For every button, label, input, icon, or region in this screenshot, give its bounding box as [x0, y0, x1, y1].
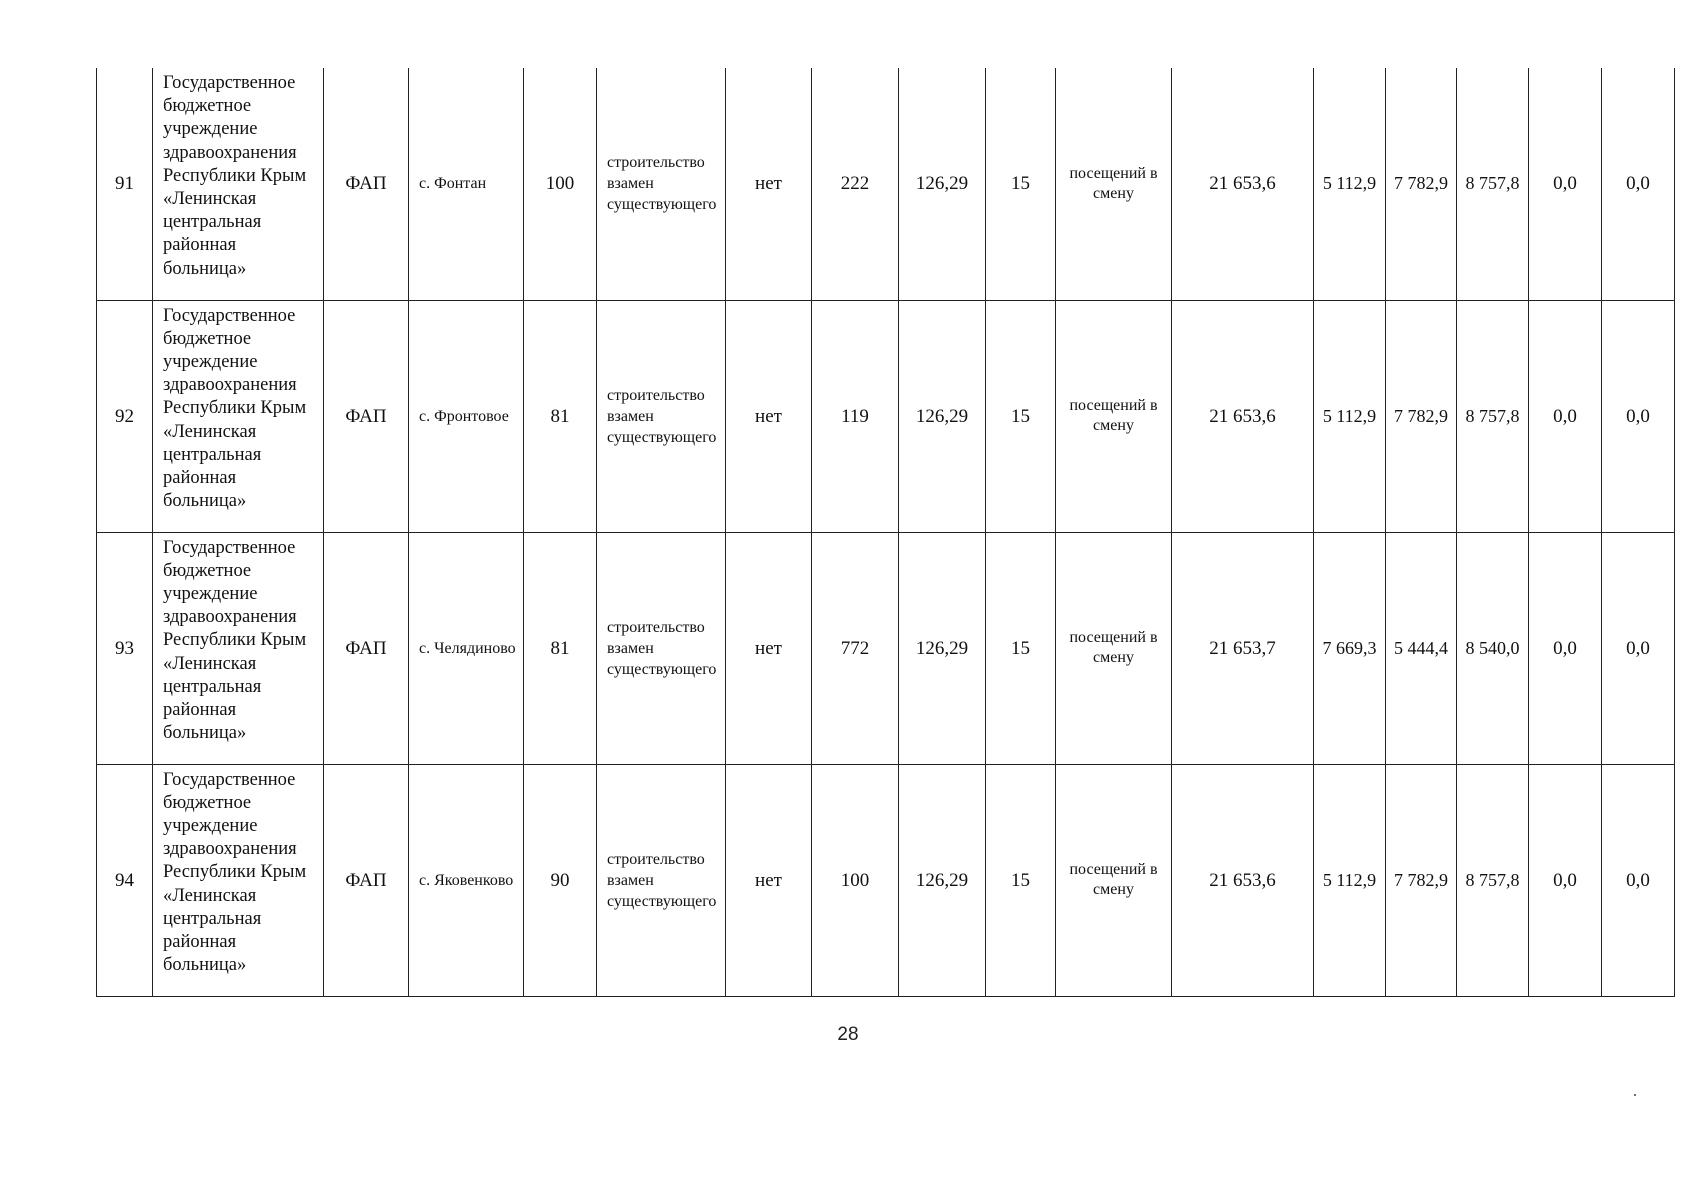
cell-population: 100 — [812, 764, 899, 996]
table-row — [97, 532, 1675, 764]
cell-year-5: 0,0 — [1602, 68, 1675, 300]
cell-capacity: 100 — [524, 68, 597, 300]
cell-location: с. Челядиново — [409, 532, 524, 764]
cell-no: 91 — [97, 68, 153, 300]
table-row — [97, 764, 1675, 996]
cell-location: с. Фронтовое — [409, 300, 524, 532]
cell-no: 94 — [97, 764, 153, 996]
cell-year-4: 0,0 — [1529, 300, 1602, 532]
cell-year-3: 8 540,0 — [1457, 532, 1529, 764]
cell-org: Государственное бюджетное учреждение здравоохранения Республики Крым «Ленинская центральная районная больница» — [153, 68, 324, 300]
cell-year-3: 8 757,8 — [1457, 68, 1529, 300]
cell-type: ФАП — [324, 532, 409, 764]
cell-total: 21 653,7 — [1172, 532, 1314, 764]
cell-work: строительство взамен существующего — [597, 300, 726, 532]
cell-work: строительство взамен существующего — [597, 764, 726, 996]
cell-year-4: 0,0 — [1529, 764, 1602, 996]
cell-area: 15 — [986, 764, 1056, 996]
cell-year-1: 7 669,3 — [1314, 532, 1386, 764]
cell-capacity: 81 — [524, 300, 597, 532]
cell-unit: посещений в смену — [1056, 764, 1172, 996]
cell-flag: нет — [726, 68, 812, 300]
cell-year-2: 7 782,9 — [1386, 68, 1457, 300]
cell-capacity: 90 — [524, 764, 597, 996]
cell-year-1: 5 112,9 — [1314, 68, 1386, 300]
cell-year-1: 5 112,9 — [1314, 764, 1386, 996]
cell-capacity: 81 — [524, 532, 597, 764]
cell-cost-unit: 126,29 — [899, 764, 986, 996]
cell-population: 119 — [812, 300, 899, 532]
cell-year-3: 8 757,8 — [1457, 300, 1529, 532]
cell-unit: посещений в смену — [1056, 300, 1172, 532]
cell-total: 21 653,6 — [1172, 764, 1314, 996]
cell-year-2: 7 782,9 — [1386, 764, 1457, 996]
cell-flag: нет — [726, 300, 812, 532]
cell-total: 21 653,6 — [1172, 300, 1314, 532]
cell-total: 21 653,6 — [1172, 68, 1314, 300]
table-row — [97, 68, 1675, 300]
cell-year-4: 0,0 — [1529, 68, 1602, 300]
page-number: 28 — [837, 1024, 859, 1045]
cell-year-5: 0,0 — [1602, 764, 1675, 996]
cell-work: строительство взамен существующего — [597, 68, 726, 300]
cell-org: Государственное бюджетное учреждение здравоохранения Республики Крым «Ленинская центральная районная больница» — [153, 532, 324, 764]
cell-work: строительство взамен существующего — [597, 532, 726, 764]
cell-cost-unit: 126,29 — [899, 532, 986, 764]
cell-type: ФАП — [324, 68, 409, 300]
scan-speck — [1634, 1094, 1636, 1096]
cell-flag: нет — [726, 764, 812, 996]
cell-year-4: 0,0 — [1529, 532, 1602, 764]
table-row — [97, 300, 1675, 532]
cell-population: 772 — [812, 532, 899, 764]
cell-type: ФАП — [324, 764, 409, 996]
cell-no: 93 — [97, 532, 153, 764]
cell-year-2: 5 444,4 — [1386, 532, 1457, 764]
cell-year-5: 0,0 — [1602, 532, 1675, 764]
data-table — [96, 68, 1675, 997]
cell-area: 15 — [986, 68, 1056, 300]
cell-year-3: 8 757,8 — [1457, 764, 1529, 996]
cell-year-1: 5 112,9 — [1314, 300, 1386, 532]
cell-area: 15 — [986, 532, 1056, 764]
cell-type: ФАП — [324, 300, 409, 532]
cell-org: Государственное бюджетное учреждение здравоохранения Республики Крым «Ленинская центральная районная больница» — [153, 300, 324, 532]
cell-cost-unit: 126,29 — [899, 68, 986, 300]
cell-cost-unit: 126,29 — [899, 300, 986, 532]
cell-org: Государственное бюджетное учреждение здравоохранения Республики Крым «Ленинская центральная районная больница» — [153, 764, 324, 996]
cell-no: 92 — [97, 300, 153, 532]
cell-unit: посещений в смену — [1056, 68, 1172, 300]
cell-location: с. Фонтан — [409, 68, 524, 300]
cell-year-5: 0,0 — [1602, 300, 1675, 532]
cell-flag: нет — [726, 532, 812, 764]
cell-population: 222 — [812, 68, 899, 300]
cell-location: с. Яковенково — [409, 764, 524, 996]
cell-area: 15 — [986, 300, 1056, 532]
cell-year-2: 7 782,9 — [1386, 300, 1457, 532]
cell-unit: посещений в смену — [1056, 532, 1172, 764]
